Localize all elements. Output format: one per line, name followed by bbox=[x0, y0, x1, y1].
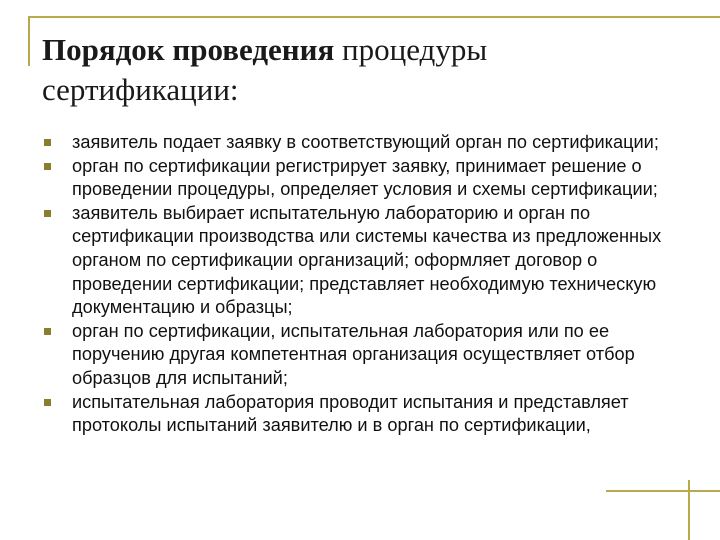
list-item bbox=[44, 131, 684, 155]
frame-line-top bbox=[28, 16, 720, 18]
list-item bbox=[44, 155, 684, 202]
bullet-list bbox=[44, 131, 684, 438]
list-item bbox=[44, 320, 684, 391]
list-item-text: орган по сертификации, испытательная лаборатория или по ее поручению другая компетентная организация осуществляет отбор образцов для испытаний; bbox=[72, 320, 635, 388]
frame-line-left bbox=[28, 16, 30, 66]
list-item bbox=[44, 391, 684, 438]
bullet-icon bbox=[44, 210, 51, 217]
slide-title bbox=[42, 30, 682, 110]
bullet-icon bbox=[44, 399, 51, 406]
frame-line-bottom bbox=[606, 490, 720, 492]
bullet-icon bbox=[44, 139, 51, 146]
title-rest: процедуры bbox=[342, 32, 488, 67]
bullet-icon bbox=[44, 328, 51, 335]
title-line2: сертификации: bbox=[42, 72, 239, 107]
list-item-text: орган по сертификации регистрирует заявку, принимает решение о проведении процедуры, определяет условия и схемы сертификации; bbox=[72, 155, 658, 200]
list-item-text: заявитель подает заявку в соответствующий орган по сертификации; bbox=[72, 132, 659, 152]
list-item-text: заявитель выбирает испытательную лабораторию и орган по сертификации производства или системы качества из предложенных органом по сертификации организаций; оформляет договор о проведении сертификации; представляет необходимую техническую документацию и образцы; bbox=[72, 202, 662, 318]
list-item-text: испытательная лаборатория проводит испытания и представляет протоколы испытаний заявителю и в орган по сертификации, bbox=[72, 391, 629, 436]
list-item bbox=[44, 202, 684, 320]
title-bold: Порядок проведения bbox=[42, 32, 335, 67]
frame-line-right bbox=[688, 480, 690, 540]
bullet-icon bbox=[44, 163, 51, 170]
